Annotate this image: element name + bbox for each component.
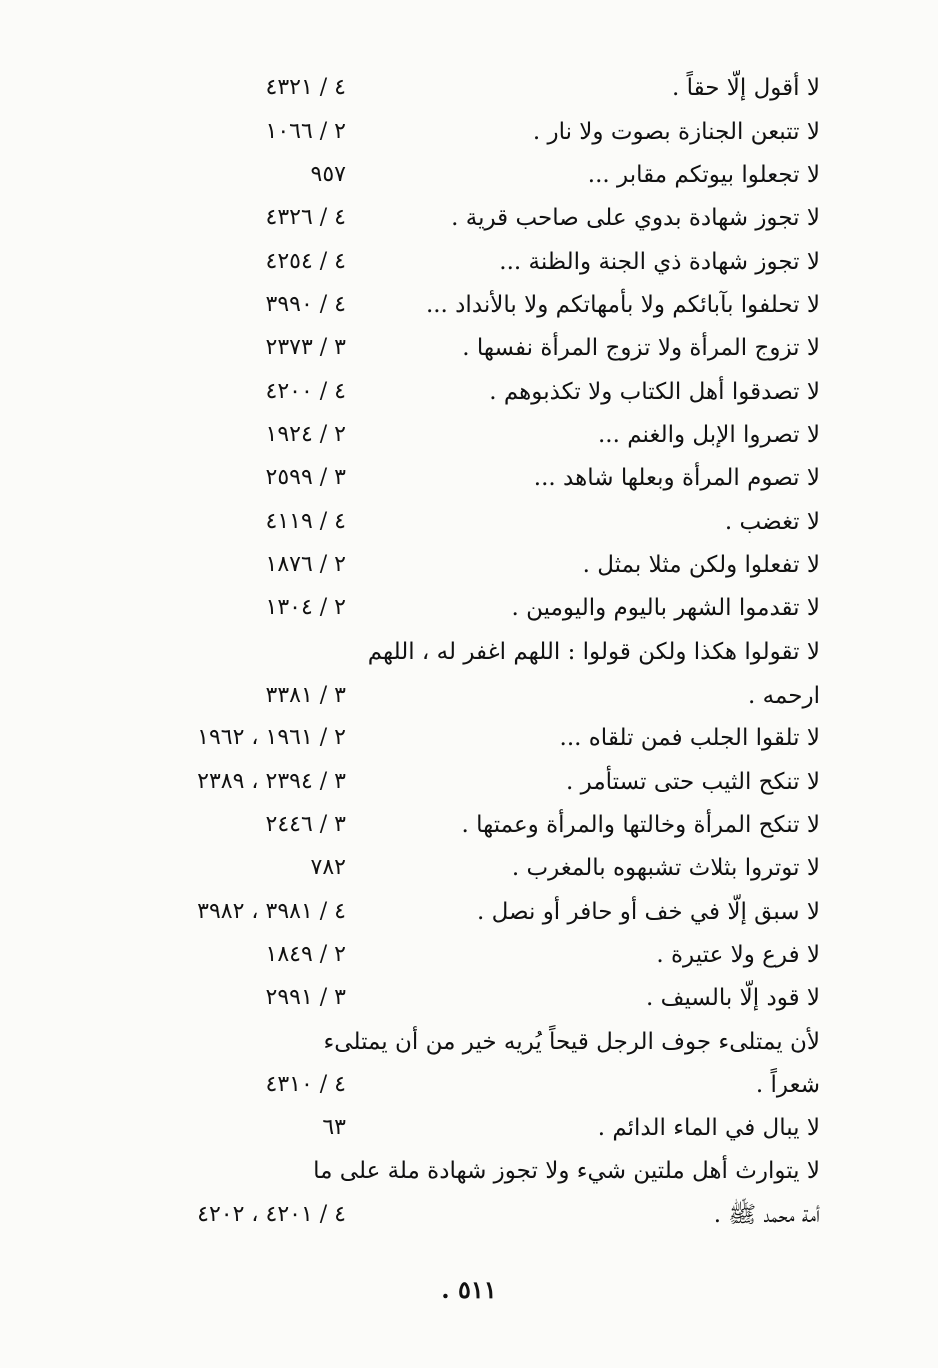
index-entry bbox=[0, 196, 938, 240]
hadith-text: لا تلقوا الجلب فمن تلقاه ... bbox=[559, 725, 820, 751]
hadith-text: لا تحلفوا بآبائكم ولا بأمهاتكم ولا بالأنداد ... bbox=[425, 292, 820, 318]
index-entry bbox=[0, 933, 938, 977]
page-number: ٥١١ . bbox=[441, 1275, 497, 1304]
index-entry bbox=[0, 586, 938, 630]
index-entry bbox=[0, 456, 938, 500]
hadith-text: لا تزوج المرأة ولا تزوج المرأة نفسها . bbox=[462, 335, 820, 361]
hadith-reference: ٢ / ١٨٤٩ bbox=[265, 942, 346, 967]
hadith-text: لا تنكح المرأة وخالتها والمرأة وعمتها . bbox=[461, 812, 820, 838]
hadith-text: لا تفعلوا ولكن مثلا بمثل . bbox=[582, 552, 820, 578]
index-entry bbox=[0, 413, 938, 457]
hadith-reference: ٤ / ٣٩٩٠ bbox=[265, 292, 346, 317]
hadith-text: لا توتروا بثلاث تشبهوه بالمغرب . bbox=[511, 855, 820, 881]
index-entry bbox=[0, 716, 938, 760]
hadith-reference: ٢ / ١٠٦٦ bbox=[265, 119, 346, 144]
hadith-text: لا يبال في الماء الدائم . bbox=[597, 1115, 820, 1141]
index-entry bbox=[0, 976, 938, 1020]
index-entry bbox=[0, 1149, 938, 1193]
index-entry bbox=[0, 674, 938, 718]
index-entry bbox=[0, 1106, 938, 1150]
hadith-text: لا تصدقوا أهل الكتاب ولا تكذبوهم . bbox=[489, 379, 820, 405]
index-entry bbox=[0, 283, 938, 327]
hadith-text: شعراً . bbox=[755, 1072, 820, 1098]
hadith-reference: ٣ / ٢٣٧٣ bbox=[265, 335, 346, 360]
hadith-text: لا تجعلوا بيوتكم مقابر ... bbox=[587, 162, 820, 188]
hadith-text: لأن يمتلىء جوف الرجل قيحاً يُريه خير من أن يمتلىء bbox=[323, 1029, 820, 1055]
hadith-reference: ٣ / ٢٣٩٤ ، ٢٣٨٩ bbox=[197, 769, 346, 794]
hadith-text: لا سبق إلّا في خف أو حافر أو نصل . bbox=[477, 899, 820, 925]
index-entry bbox=[0, 890, 938, 934]
hadith-text: لا قود إلّا بالسيف . bbox=[646, 985, 820, 1011]
hadith-text: لا تجوز شهادة ذي الجنة والظنة ... bbox=[499, 249, 820, 275]
hadith-reference: ٢ / ١٨٧٦ bbox=[265, 552, 346, 577]
index-entry bbox=[0, 846, 938, 890]
index-entry bbox=[0, 630, 938, 674]
index-entry bbox=[0, 370, 938, 414]
index-entry bbox=[0, 66, 938, 110]
hadith-reference: ٤ / ٤٢٥٤ bbox=[265, 249, 346, 274]
index-entry bbox=[0, 543, 938, 587]
hadith-text: لا تصوم المرأة وبعلها شاهد ... bbox=[533, 465, 820, 491]
hadith-text: لا أقول إلّا حقاً . bbox=[671, 75, 820, 101]
hadith-text: لا تغضب . bbox=[724, 509, 820, 535]
hadith-reference: ٣ / ٣٣٨١ bbox=[265, 683, 346, 708]
hadith-text: لا تتبعن الجنازة بصوت ولا نار . bbox=[532, 119, 820, 145]
hadith-text: لا تصروا الإبل والغنم ... bbox=[597, 422, 820, 448]
index-entry bbox=[0, 1020, 938, 1064]
hadith-text: ارحمه . bbox=[748, 683, 820, 709]
hadith-reference: ٤ / ٤٢٠٠ bbox=[265, 379, 346, 404]
index-entry bbox=[0, 760, 938, 804]
hadith-text: لا تقولوا هكذا ولكن قولوا : اللهم اغفر له ، اللهم bbox=[367, 639, 820, 665]
index-entry bbox=[0, 803, 938, 847]
hadith-text: لا فرع ولا عتيرة . bbox=[656, 942, 820, 968]
index-entry bbox=[0, 110, 938, 154]
hadith-text: لا تجوز شهادة بدوي على صاحب قرية . bbox=[451, 205, 820, 231]
hadith-reference: ٩٥٧ bbox=[310, 162, 346, 187]
index-entry bbox=[0, 240, 938, 284]
hadith-reference: ٣ / ٢٩٩١ bbox=[265, 985, 346, 1010]
hadith-reference: ٢ / ١٩٢٤ bbox=[265, 422, 346, 447]
hadith-reference: ٣ / ٢٤٤٦ bbox=[265, 812, 346, 837]
index-entry bbox=[0, 153, 938, 197]
hadith-reference: ٤ / ٣٩٨١ ، ٣٩٨٢ bbox=[197, 899, 346, 924]
hadith-reference: ٧٨٢ bbox=[310, 855, 346, 880]
hadith-text: لا تقدموا الشهر باليوم واليومين . bbox=[511, 595, 820, 621]
index-entry bbox=[0, 1063, 938, 1107]
hadith-reference: ٤ / ٤٣٢٦ bbox=[265, 205, 346, 230]
hadith-reference: ٢ / ١٣٠٤ bbox=[265, 595, 346, 620]
hadith-reference: ٦٣ bbox=[322, 1115, 346, 1140]
hadith-reference: ٤ / ٤٣١٠ bbox=[265, 1072, 346, 1097]
hadith-reference: ٣ / ٢٥٩٩ bbox=[265, 465, 346, 490]
hadith-reference: ٤ / ٤٣٢١ bbox=[265, 75, 346, 100]
hadith-text: لا تنكح الثيب حتى تستأمر . bbox=[566, 769, 820, 795]
index-entry bbox=[0, 500, 938, 544]
index-entry bbox=[0, 326, 938, 370]
hadith-reference: ٢ / ١٩٦١ ، ١٩٦٢ bbox=[197, 725, 346, 750]
hadith-text: لا يتوارث أهل ملتين شيء ولا تجوز شهادة ملة على ما bbox=[313, 1158, 820, 1184]
hadith-reference: ٤ / ٤١١٩ bbox=[265, 509, 346, 534]
hadith-reference: ٤ / ٤٢٠١ ، ٤٢٠٢ bbox=[197, 1202, 346, 1227]
hadith-text: أمة محمد ﷺ . bbox=[713, 1202, 820, 1228]
index-entry bbox=[0, 1193, 938, 1237]
